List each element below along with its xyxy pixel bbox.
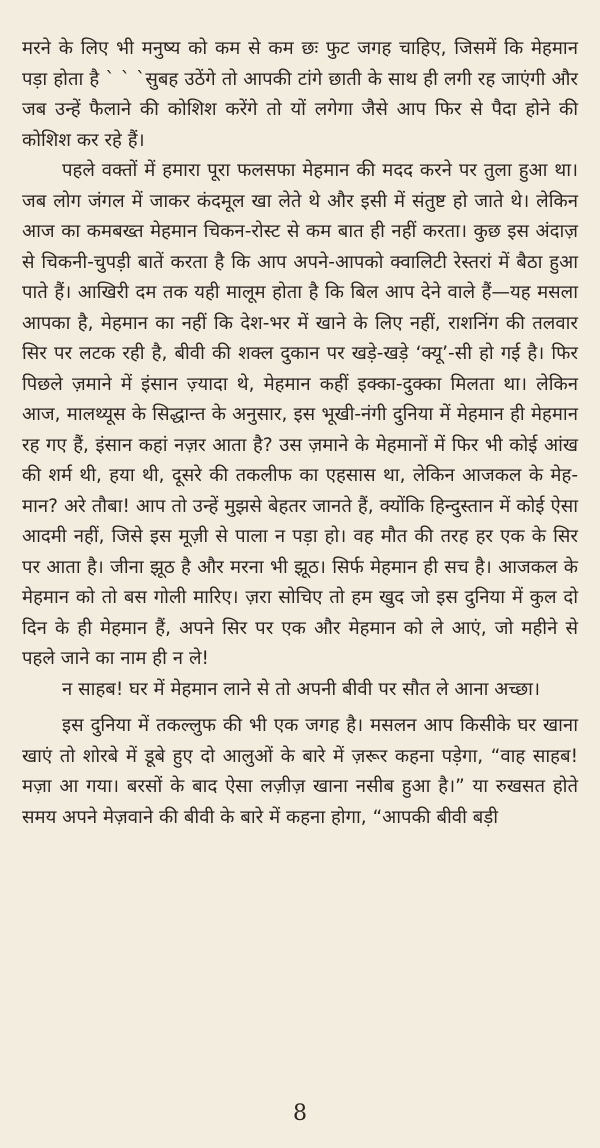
paragraph-continued: मरने के लिए भी मनुष्य को कम से कम छः फुट जगह चाहिए, जिसमें कि मेहमान पड़ा होता है ` ` `सुबह उठेंगे तो आपकी टांगे छाती के साथ ही लगी रह जाएंगी और जब उन्हें फैलाने की कोशिश करेंगे तो यों लगेगा जैसे आप फिर से पैदा होने की कोशिश कर रहे हैं। — [22, 38, 578, 151]
paragraph-formality: इस दुनिया में तकल्लुफ की भी एक जगह है। मसलन आप किसीके घर खाना खाएं तो शोरबे में डूबे हुए दो आलुओं के बारे में ज़रूर कहना पड़ेगा, “वाह साहब! मज़ा आ गया। बरसों के बाद ऐसा लज़ीज़ खाना नसीब हुआ है।” या रुखसत होते समय अपने मेज़वाने की बीवी के बारे में कहना होगा, “आपकी बीवी बड़ी — [22, 715, 578, 828]
paragraph-no-sir: न साहब! घर में मेहमान लाने से तो अपनी बीवी पर सौत ले आना अच्छा। — [62, 678, 540, 700]
paragraph-guest-philosophy: पहले वक्तों में हमारा पूरा फलसफा मेहमान की मदद करने पर तुला हुआ था। जब लोग जंगल में जाकर कंदमूल खा लेते थे और इसी में संतुष्ट हो जाते थे। लेकिन आज का कमबख्त मेहमान चिकन-रोस्ट से कम बात ही नहीं करता। कुछ इस अंदाज़ से चिकनी-चुपड़ी बातें करता है कि आप अपने-आपको क्वालिटी रेस्तरां में बैठा हुआ पाते हैं। आखिरी दम तक यही मालूम होता है कि बिल आप देने वाले हैं—यह मसला आपका है, मेहमान का नहीं कि देश-भर में खाने के लिए नहीं, राशनिंग की तलवार सिर पर लटक रही है, बीवी की शक्ल दुकान पर खड़े-खड़े ‘क्यू’-सी हो गई है। फिर पिछले ज़माने में इंसान ज़्यादा थे, मेहमान कहीं इक्का-दुक्का मिलता था। लेकिन आज, मालथ्यूस के सिद्धान्त के अनुसार, इस भूखी-नंगी दुनिया में मेहमान ही मेहमान रह गए हैं, इंसान कहां नज़र आता है? उस ज़माने के मेहमानों में फिर भी कोई आंख की शर्म थी, हया थी, दूसरे की तकलीफ का एहसास था, लेकिन आजकल के मेह-मान? अरे तौबा! आप तो उन्हें मुझसे बेहतर जानते हैं, क्योंकि हिन्दुस्तान में कोई ऐसा आदमी नहीं, जिसे इस मूज़ी से पाला न पड़ा हो। वह मौत की तरह हर एक के सिर पर आता है। जीना झूठ है और मरना भी झूठ। सिर्फ मेहमान ही सच है। आजकल के मेहमान को तो बस गोली मारिए। ज़रा सोचिए तो हम खुद जो इस दुनिया में कुल दो दिन के ही मेहमान हैं, अपने सिर पर एक और मेहमान को ले आएं, जो महीने से पहले जाने का नाम ही न ले! — [22, 160, 578, 669]
page-number: 8 — [293, 1101, 307, 1126]
